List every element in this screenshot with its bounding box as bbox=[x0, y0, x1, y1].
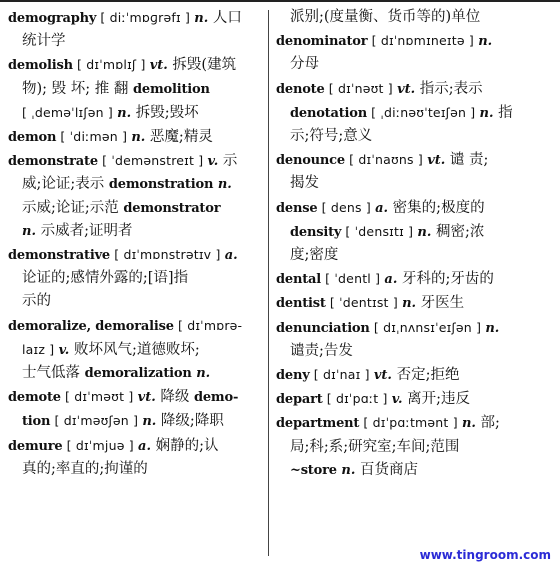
entry-continuation-line bbox=[8, 409, 262, 433]
definition-text: 示 bbox=[218, 153, 238, 170]
headword: demonstrative bbox=[8, 248, 111, 264]
part-of-speech: vt. bbox=[373, 368, 392, 384]
definition-text: 派别;(度量衡、货币等的)单位 bbox=[290, 9, 481, 25]
entry-line bbox=[8, 125, 262, 149]
entry-line bbox=[276, 291, 552, 315]
pronunciation: [ ˈdiːmən ] bbox=[56, 129, 132, 145]
derived-word: density bbox=[290, 224, 342, 240]
part-of-speech: n. bbox=[402, 296, 417, 312]
entry-continuation-line bbox=[276, 53, 552, 76]
definition-text: 恶魔;精灵 bbox=[145, 129, 213, 146]
definition-text: 示威者;证明者 bbox=[35, 222, 133, 239]
part-of-speech: n. bbox=[217, 177, 232, 193]
headword: demonstrate bbox=[8, 154, 98, 170]
headword: demolish bbox=[8, 58, 73, 74]
pronunciation: [ dɪˈməʊt ] bbox=[60, 389, 138, 405]
headword: denominator bbox=[276, 34, 368, 50]
definition-text: 真的;率直的;拘谨的 bbox=[22, 460, 148, 477]
derived-word: demolition bbox=[132, 81, 210, 97]
pronunciation: [ dɪˈmɒnstrətɪv ] bbox=[110, 247, 225, 263]
part-of-speech: n. bbox=[479, 105, 494, 121]
definition-text: 部; bbox=[475, 415, 500, 432]
entry-line bbox=[8, 314, 262, 338]
pronunciation: [ ˌdiːnəʊˈteɪʃən ] bbox=[366, 104, 480, 120]
pronunciation: [ dɪˈmjuə ] bbox=[62, 437, 139, 453]
left-column bbox=[8, 6, 262, 481]
entry-line bbox=[276, 387, 552, 411]
definition-text: 牙医生 bbox=[416, 295, 465, 312]
part-of-speech: v. bbox=[207, 154, 219, 170]
headword: demon bbox=[8, 130, 57, 146]
part-of-speech: n. bbox=[461, 416, 476, 432]
part-of-speech: a. bbox=[375, 200, 389, 216]
pronunciation: [ dɪˈnaʊns ] bbox=[344, 152, 428, 168]
headword: demoralize, demoralise bbox=[8, 318, 174, 334]
part-of-speech: a. bbox=[384, 272, 398, 288]
pronunciation: [ ˈdensɪtɪ ] bbox=[341, 223, 418, 239]
page-top-rule bbox=[0, 0, 560, 2]
headword: demote bbox=[8, 390, 61, 406]
entry-line bbox=[276, 77, 552, 101]
definition-text: 示的 bbox=[22, 293, 51, 310]
definition-text: 示威;论证;示范 bbox=[22, 199, 124, 216]
headword: dentist bbox=[276, 296, 326, 312]
part-of-speech: n. bbox=[117, 105, 132, 121]
part-of-speech: a. bbox=[138, 438, 151, 454]
entry-continuation-line bbox=[276, 244, 552, 267]
part-of-speech: vt. bbox=[137, 390, 156, 406]
entry-continuation-line bbox=[276, 6, 552, 29]
derived-word: denotation bbox=[290, 105, 367, 121]
pronunciation: [ dɪˈpɑːt ] bbox=[322, 391, 392, 407]
pronunciation: [ dɪˈməʊʃən ] bbox=[50, 413, 143, 429]
definition-text: 百货商店 bbox=[355, 461, 419, 478]
headword: demography bbox=[8, 11, 97, 26]
entry-continuation-line bbox=[8, 30, 262, 53]
entry-line bbox=[276, 267, 552, 291]
headword: denunciation bbox=[276, 320, 370, 336]
part-of-speech: v. bbox=[391, 392, 403, 408]
definition-text: 谴责;告发 bbox=[290, 342, 353, 359]
definition-text: 拆毁;毁坏 bbox=[131, 104, 199, 121]
pronunciation: [ ˌdeməˈlɪʃən ] bbox=[22, 104, 118, 120]
part-of-speech: a. bbox=[224, 248, 238, 264]
definition-text: 离开;违反 bbox=[402, 391, 471, 408]
part-of-speech: n. bbox=[196, 366, 211, 382]
part-of-speech: vt. bbox=[397, 81, 416, 97]
entry-line bbox=[8, 434, 262, 458]
entry-line bbox=[8, 6, 262, 30]
entry-continuation-line bbox=[276, 220, 552, 244]
entry-line bbox=[8, 243, 262, 267]
derived-word: demonstrator bbox=[123, 200, 221, 216]
entry-continuation-line bbox=[276, 459, 552, 482]
part-of-speech: n. bbox=[478, 34, 493, 50]
pronunciation: [ dɪˌnʌnsɪˈeɪʃən ] bbox=[369, 319, 486, 335]
derived-word: demo- bbox=[193, 390, 239, 406]
headword: deny bbox=[276, 368, 310, 384]
entry-continuation-line bbox=[276, 172, 552, 195]
entry-continuation-line bbox=[8, 197, 262, 220]
pronunciation: [ dɪˈmɒrə- bbox=[173, 317, 243, 333]
headword: dental bbox=[276, 272, 321, 288]
part-of-speech: n. bbox=[485, 320, 500, 336]
pronunciation: [ dɪˈnəʊt ] bbox=[324, 80, 398, 96]
part-of-speech: n. bbox=[194, 11, 209, 26]
entry-continuation-line bbox=[276, 436, 552, 459]
entry-continuation-line bbox=[8, 458, 262, 481]
definition-text: 示;符号;意义 bbox=[290, 128, 373, 145]
definition-text: 密集的;极度的 bbox=[388, 199, 485, 216]
entry-continuation-line bbox=[8, 362, 262, 385]
headword: ~store bbox=[290, 462, 337, 478]
pronunciation: [ dɪˈnɒmɪneɪtə ] bbox=[367, 33, 479, 49]
definition-text: 威;论证;表示 bbox=[22, 176, 109, 193]
pronunciation: [ ˈdentl ] bbox=[320, 271, 385, 287]
entry-continuation-line bbox=[8, 173, 262, 196]
definition-text: 度;密度 bbox=[290, 247, 339, 264]
headword: depart bbox=[276, 392, 323, 408]
pronunciation: [ dɪˈpɑːtmənt ] bbox=[359, 415, 462, 431]
definition-text: 人口 bbox=[208, 10, 242, 26]
entry-line bbox=[8, 53, 262, 77]
derived-word: demonstration bbox=[108, 177, 214, 193]
entry-continuation-line bbox=[276, 101, 552, 125]
pronunciation: [ dɪˈnaɪ ] bbox=[309, 367, 374, 383]
definition-text: 士气低落 bbox=[22, 365, 85, 382]
headword: dense bbox=[276, 200, 318, 216]
definition-text: 娴静的;认 bbox=[150, 437, 219, 454]
derived-word: demoralization bbox=[84, 366, 192, 382]
definition-text: 物); 毁 坏; 推 翻 bbox=[22, 80, 133, 97]
part-of-speech: n. bbox=[22, 223, 36, 239]
definition-text: 指示;表示 bbox=[415, 80, 483, 97]
definition-text: 拆毁(建筑 bbox=[167, 57, 237, 74]
entry-line bbox=[276, 29, 552, 53]
pronunciation: laɪz ] bbox=[22, 341, 59, 357]
entry-line bbox=[276, 411, 552, 435]
entry-line bbox=[276, 316, 552, 340]
entry-line bbox=[8, 385, 262, 409]
entry-line bbox=[8, 149, 262, 173]
entry-continuation-line bbox=[8, 78, 262, 101]
headword: denounce bbox=[276, 153, 345, 169]
entry-continuation-line bbox=[8, 338, 262, 362]
part-of-speech: n. bbox=[142, 414, 157, 430]
entry-continuation-line bbox=[276, 340, 552, 363]
definition-text: 指 bbox=[493, 104, 513, 121]
entry-continuation-line bbox=[8, 101, 262, 125]
definition-text: 局;科;系;研究室;车间;范围 bbox=[290, 438, 460, 455]
part-of-speech: v. bbox=[58, 342, 70, 358]
entry-continuation-line bbox=[8, 290, 262, 313]
definition-text: 否定;拒绝 bbox=[391, 367, 460, 384]
part-of-speech: vt. bbox=[427, 153, 446, 169]
definition-text: 降级 bbox=[155, 389, 194, 406]
definition-text: 稠密;浓 bbox=[431, 223, 485, 240]
headword: denote bbox=[276, 81, 325, 97]
definition-text: 谴 责; bbox=[445, 152, 489, 169]
entry-continuation-line bbox=[276, 125, 552, 148]
pronunciation: [ dens ] bbox=[317, 199, 376, 215]
part-of-speech: n. bbox=[131, 130, 146, 146]
entry-line bbox=[276, 363, 552, 387]
definition-text: 分母 bbox=[290, 56, 319, 73]
definition-text: 揭发 bbox=[290, 175, 319, 192]
pronunciation: [ ˈdentɪst ] bbox=[325, 295, 403, 311]
definition-text: 牙科的;牙齿的 bbox=[397, 271, 494, 288]
column-divider bbox=[268, 10, 269, 556]
right-column bbox=[276, 6, 552, 482]
pronunciation: [ ˈdemənstreɪt ] bbox=[97, 153, 208, 169]
entry-continuation-line bbox=[8, 220, 262, 243]
derived-word: tion bbox=[22, 414, 51, 430]
part-of-speech: n. bbox=[341, 462, 356, 478]
entry-line bbox=[276, 196, 552, 220]
headword: demure bbox=[8, 438, 63, 454]
definition-text: 论证的;感情外露的;[语]指 bbox=[22, 270, 189, 287]
pronunciation: [ dɪˈmɒlɪʃ ] bbox=[72, 57, 150, 73]
entry-continuation-line bbox=[8, 267, 262, 290]
definition-text: 降级;降职 bbox=[156, 413, 224, 430]
part-of-speech: n. bbox=[417, 224, 432, 240]
entry-line bbox=[276, 148, 552, 172]
definition-text: 统计学 bbox=[22, 33, 66, 50]
definition-text: 败坏风气;道德败坏; bbox=[69, 341, 200, 358]
pronunciation: [ diːˈmɒɡrəfɪ ] bbox=[96, 10, 195, 25]
headword: department bbox=[276, 416, 360, 432]
site-watermark: www.tingroom.com bbox=[417, 547, 554, 563]
part-of-speech: vt. bbox=[149, 58, 168, 74]
